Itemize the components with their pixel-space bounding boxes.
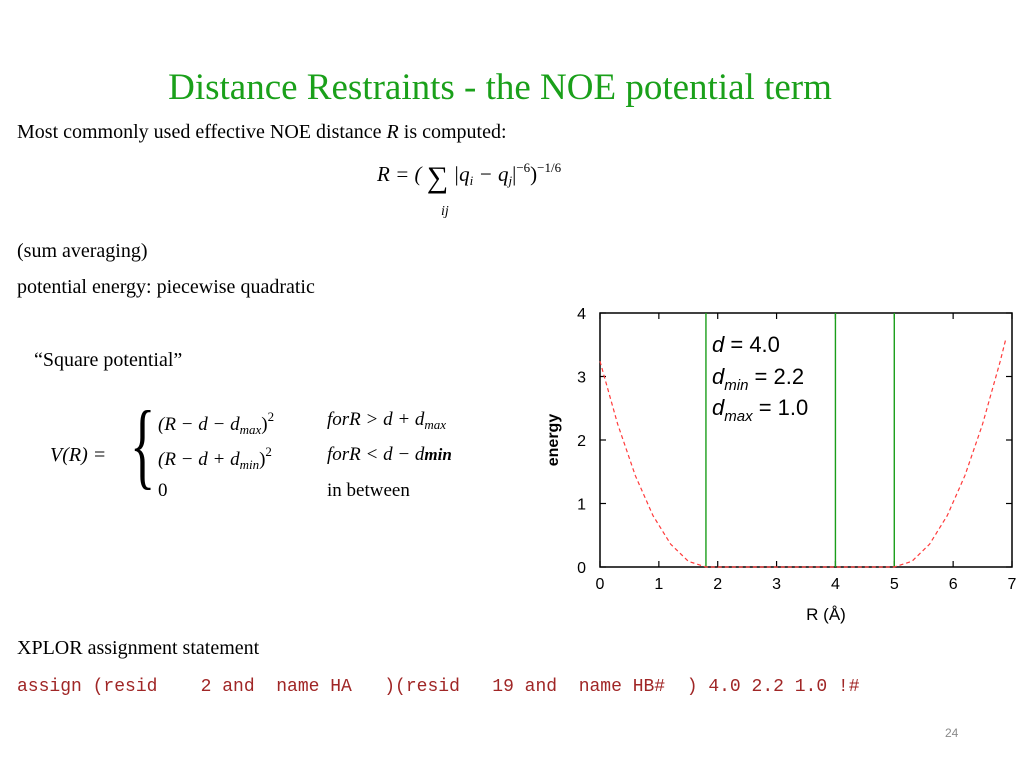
x-tick-label: 2 xyxy=(713,576,723,593)
x-tick-label: 4 xyxy=(830,576,840,593)
x-tick-label: 0 xyxy=(595,576,605,593)
case-1-close: ) xyxy=(261,414,268,435)
case-2-sup: 2 xyxy=(265,444,272,459)
qi-subscript: i xyxy=(469,173,474,188)
paren-close: ) xyxy=(530,162,538,186)
y-tick-label: 1 xyxy=(577,496,586,514)
x-tick-label: 7 xyxy=(1007,576,1017,593)
abs-close: | xyxy=(512,162,517,186)
case-3-condition: in between xyxy=(327,480,410,501)
case-2-sub: min xyxy=(239,457,260,472)
page-number: 24 xyxy=(945,726,959,740)
y-axis-label: energy xyxy=(545,413,562,467)
energy-chart xyxy=(540,300,1024,640)
case-2-expression xyxy=(158,444,272,473)
vr-lhs: V(R) = xyxy=(50,444,107,466)
sum-symbol: ∑ xyxy=(426,161,449,194)
x-tick-label: 1 xyxy=(654,576,664,593)
y-tick-label: 4 xyxy=(577,306,586,323)
intro-sentence xyxy=(17,121,507,144)
formula-body: |q xyxy=(453,162,470,186)
case-3-expression: 0 xyxy=(158,480,168,501)
piecewise-brace: { xyxy=(130,391,156,498)
formula-r xyxy=(377,160,561,195)
case-1-sub: max xyxy=(239,422,262,437)
y-tick-label: 0 xyxy=(577,560,586,577)
y-tick-label: 2 xyxy=(577,433,586,450)
annotation-dmin: $d_{min} = 2.2$ xyxy=(712,364,805,394)
case-1-sup: 2 xyxy=(267,409,275,424)
x-tick-label: 6 xyxy=(948,576,958,593)
case-2-close: ) xyxy=(259,449,266,470)
case-1-expression xyxy=(158,409,274,438)
potential-energy-text: potential energy: piecewise quadratic xyxy=(17,276,315,298)
case-1-cond-sub: max xyxy=(424,417,447,432)
case-1-condition xyxy=(327,409,446,433)
case-2-cond-sub: min xyxy=(424,445,452,464)
sum-subscript: ij xyxy=(441,204,449,219)
formula-lhs: R = ( xyxy=(377,162,422,186)
intro-text-after: is computed: xyxy=(398,121,507,143)
slide-title: Distance Restraints - the NOE potential term xyxy=(168,67,832,108)
x-tick-label: 3 xyxy=(772,576,782,593)
formula-minus: − q xyxy=(473,162,509,186)
plot-frame xyxy=(600,313,1012,567)
case-1-expr-text: (R − d − d xyxy=(158,414,240,435)
exponent-1: −6 xyxy=(516,160,531,175)
square-potential-label: “Square potential” xyxy=(34,349,183,371)
xplor-code: assign (resid 2 and name HA )(resid 19 and name HB# ) 4.0 2.2 1.0 !# xyxy=(17,677,860,697)
case-1-cond-text: forR > d + d xyxy=(327,409,425,430)
case-2-cond-text: forR < d − d xyxy=(327,444,425,465)
annotation-d: d = 4.0 xyxy=(712,332,780,357)
xplor-heading: XPLOR assignment statement xyxy=(17,637,260,659)
intro-variable: R xyxy=(386,121,399,143)
y-tick-label: 3 xyxy=(577,369,586,387)
case-2-condition xyxy=(327,444,452,466)
intro-text-before: Most commonly used effective NOE distance xyxy=(17,121,387,143)
x-tick-label: 5 xyxy=(889,576,899,593)
x-axis-label: R (Å) xyxy=(806,605,846,624)
sum-averaging: (sum averaging) xyxy=(17,240,148,262)
annotation-dmax: $d_{max} = 1.0$ xyxy=(712,395,809,425)
case-2-expr-text: (R − d + d xyxy=(158,449,240,470)
exponent-2: −1/6 xyxy=(537,160,562,175)
qj-subscript: j xyxy=(508,173,513,188)
